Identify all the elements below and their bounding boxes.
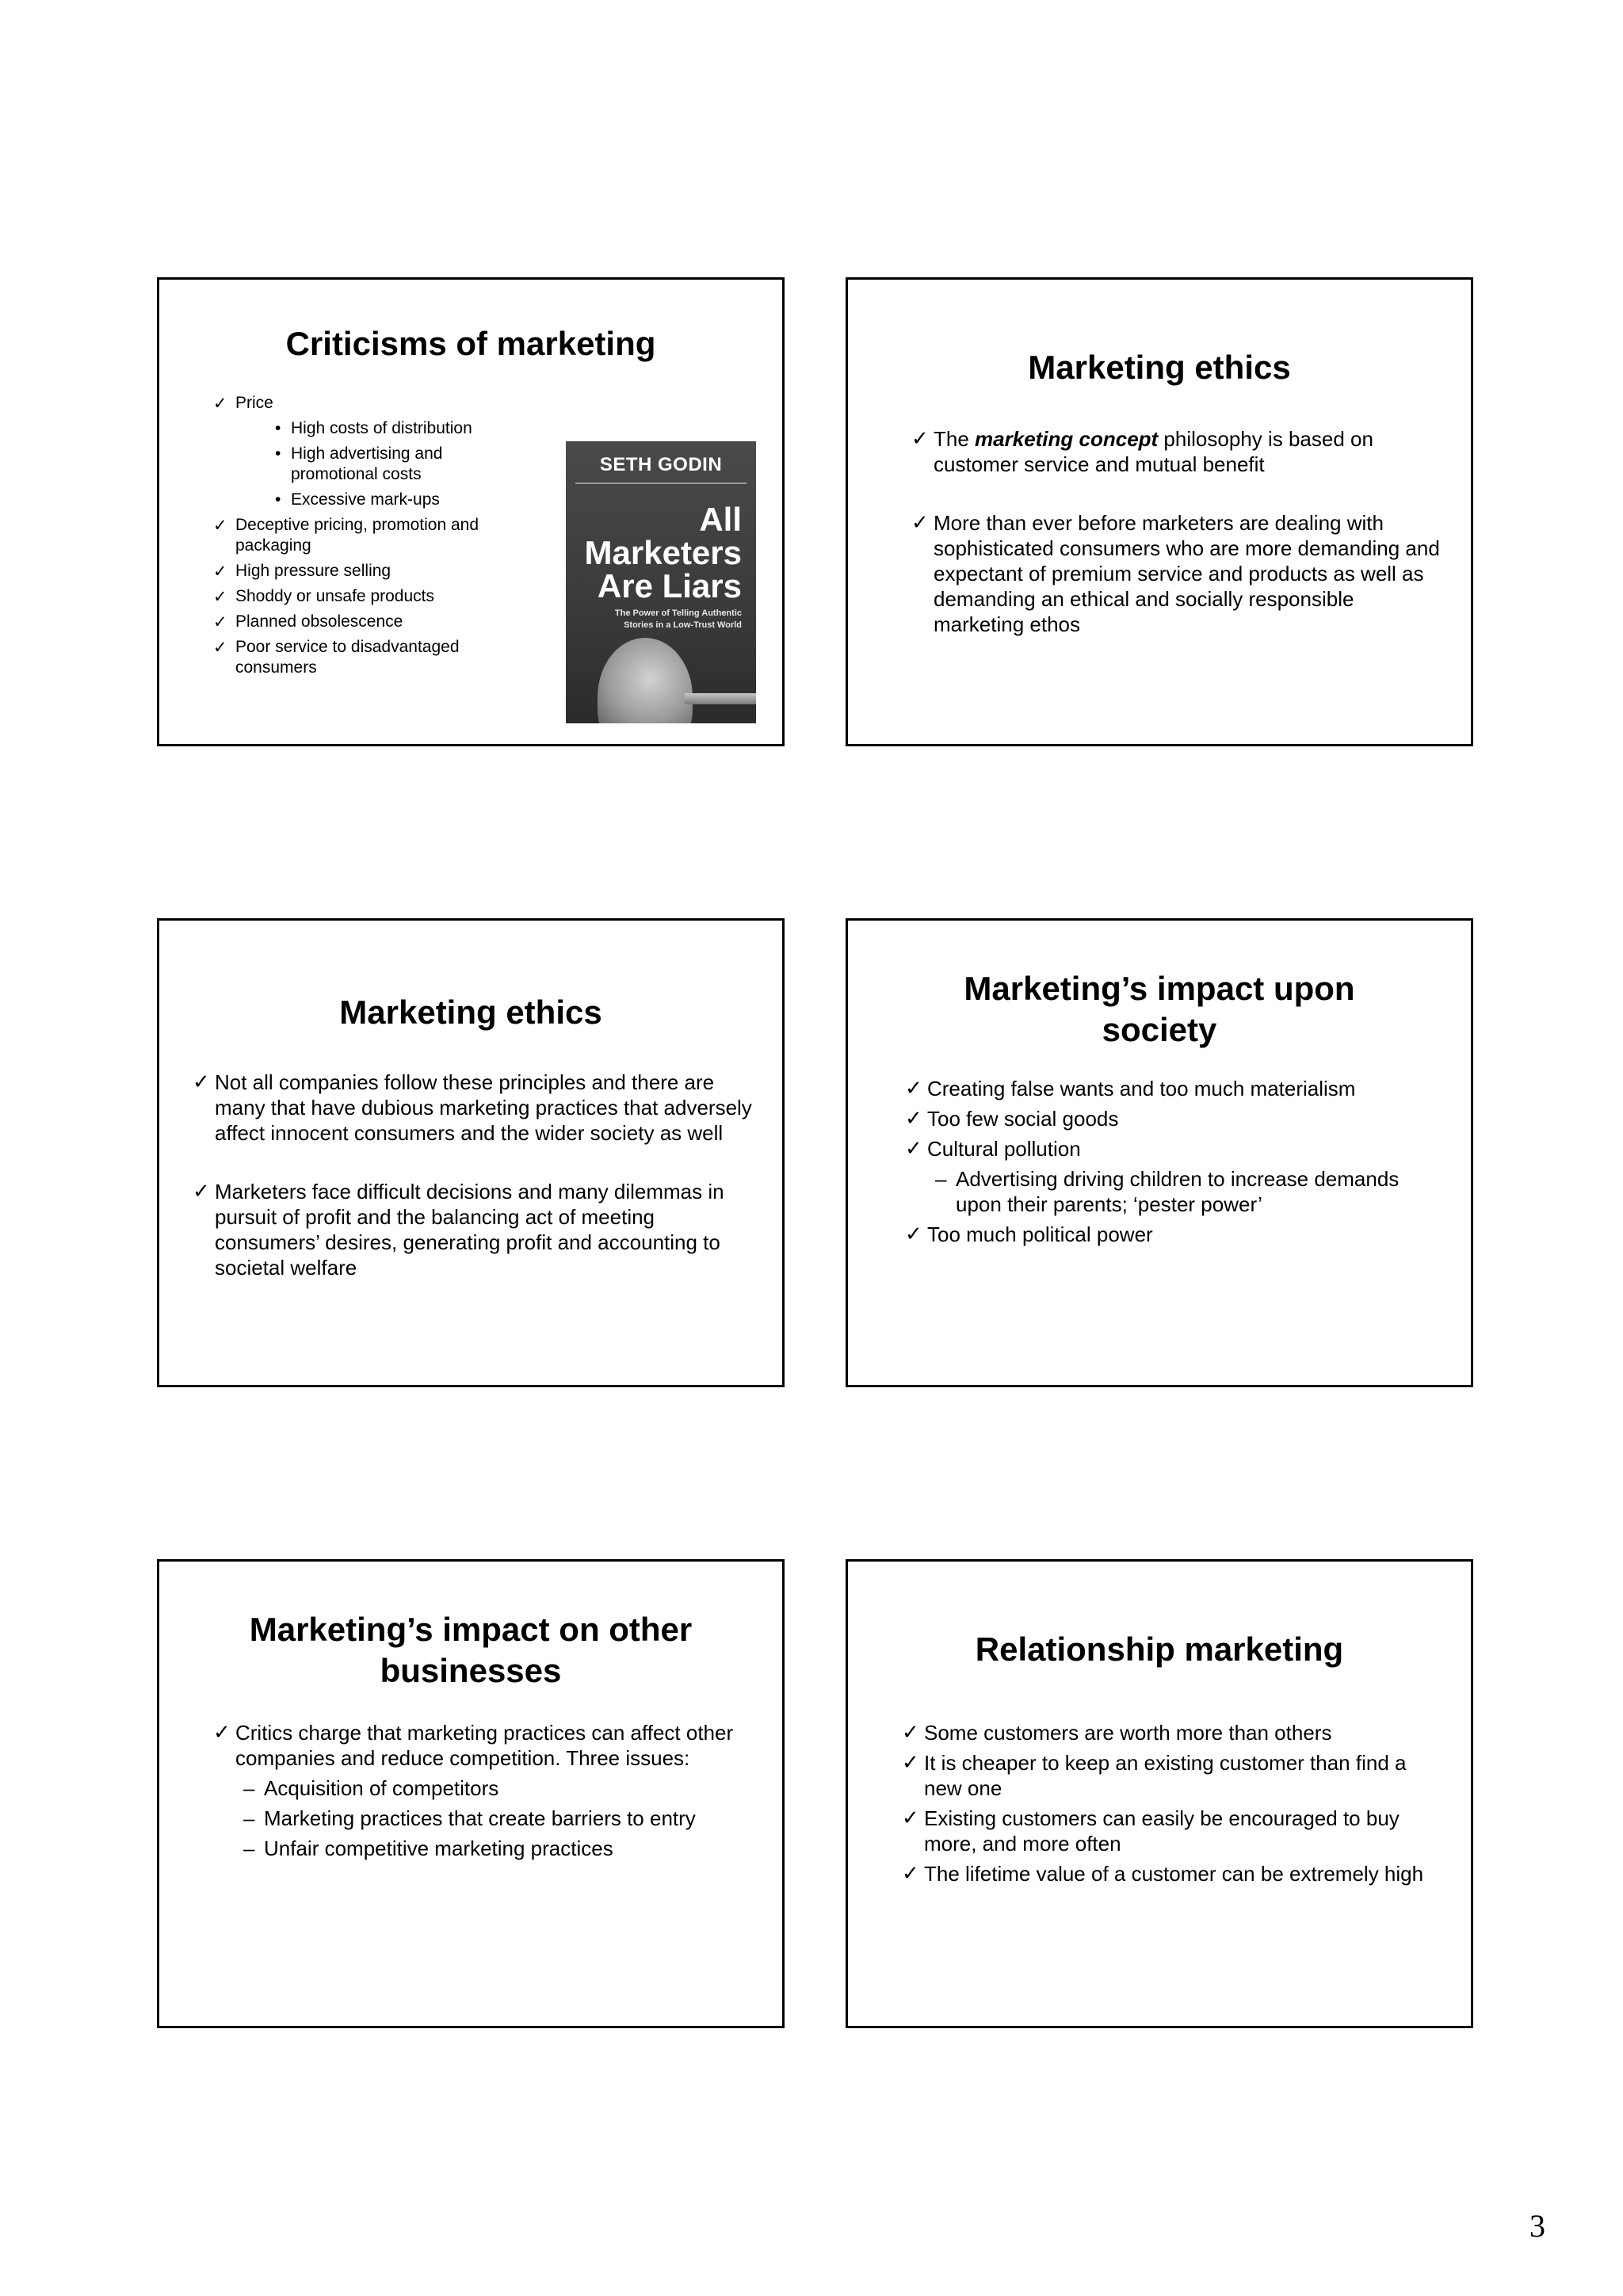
list-item: ✓ Shoddy or unsafe products — [235, 586, 552, 607]
list-item: ✓ High pressure selling — [235, 561, 552, 582]
list-item: ✓ Not all companies follow these principles and there are many that have dubious marketing practices that adversely affect innocent consumers and the wider society as well — [215, 1070, 754, 1146]
slide-impact-on-other-businesses — [157, 1559, 785, 2028]
book-divider — [575, 482, 747, 484]
emphasized-term: marketing concept — [975, 427, 1159, 451]
list-item — [934, 426, 1441, 477]
book-author: SETH GODIN — [599, 454, 723, 475]
list-subitem: – Advertising driving children to increase demands upon their parents; ‘pester power’ — [956, 1166, 1450, 1217]
book-cover-image — [566, 441, 756, 723]
slide-bullet-list — [235, 393, 552, 683]
list-subitem: – Unfair competitive marketing practices — [264, 1836, 743, 1861]
book-cover-nose — [685, 693, 756, 704]
list-subitem: – Acquisition of competitors — [264, 1775, 743, 1801]
book-title-line: Are Liars — [597, 567, 742, 605]
list-subitem: – Marketing practices that create barriers to entry — [264, 1806, 743, 1831]
slide-impact-upon-society — [846, 918, 1473, 1387]
book-title-line: Marketers — [584, 534, 742, 571]
list-subitem: • High advertising and promotional costs — [291, 444, 473, 485]
slide-title — [159, 1609, 782, 1691]
list-item: ✓ Existing customers can easily be encouraged to buy more, and more often — [924, 1806, 1447, 1856]
slide-title — [848, 968, 1471, 1051]
list-item: ✓ Deceptive pricing, promotion and packaging — [235, 515, 521, 556]
list-item: ✓ Too much political power — [927, 1222, 1450, 1247]
list-item: ✓ Critics charge that marketing practices can affect other companies and reduce competition. Three issues: — [235, 1720, 743, 1771]
list-subitem: • Excessive mark-ups — [291, 490, 552, 510]
list-item: ✓ Marketers face difficult decisions and many dilemmas in pursuit of profit and the balancing act of meeting consumers’ desires, generating profit and accounting to societal welfare — [215, 1179, 754, 1280]
page-number: 3 — [1529, 2208, 1545, 2244]
list-item: ✓ Planned obsolescence — [235, 612, 552, 632]
slide-title: Marketing ethics — [339, 994, 602, 1031]
title-line: society — [1102, 1011, 1217, 1048]
book-subtitle: The Power of Telling Authentic Stories in a Low-Trust World — [614, 608, 742, 630]
text-run: philosophy is based on customer service and mutual benefit — [934, 427, 1373, 476]
list-item: ✓ More than ever before marketers are dealing with sophisticated consumers who are more demanding and expectant of premium service and products as well as demanding an ethical and socially responsible marketing ethos — [934, 510, 1441, 637]
slide-marketing-ethics-2 — [157, 918, 785, 1387]
slide-criticisms-of-marketing — [157, 277, 785, 746]
slide-marketing-ethics-1 — [846, 277, 1473, 746]
list-item: ✓ Some customers are worth more than others — [924, 1720, 1447, 1745]
slide-bullet-list — [934, 426, 1441, 670]
slide-bullet-list — [924, 1720, 1447, 1891]
list-item: ✓ It is cheaper to keep an existing customer than find a new one — [924, 1750, 1447, 1801]
slide-relationship-marketing — [846, 1559, 1473, 2028]
title-line: Marketing’s impact on other — [249, 1611, 693, 1648]
text-run: The — [934, 427, 976, 451]
book-title — [575, 503, 742, 603]
book-title-line: All — [699, 501, 742, 538]
list-item: ✓ Price — [235, 393, 552, 414]
list-item: ✓ Creating false wants and too much materialism — [927, 1076, 1450, 1101]
slide-bullet-list — [927, 1076, 1450, 1252]
list-item: ✓ The lifetime value of a customer can be extremely high — [924, 1861, 1447, 1886]
list-item: ✓ Poor service to disadvantaged consumers — [235, 637, 505, 678]
slide-title: Marketing ethics — [1028, 349, 1291, 386]
book-cover-portrait — [598, 638, 693, 723]
slide-bullet-list — [235, 1720, 743, 1866]
title-line: Marketing’s impact upon — [964, 970, 1355, 1007]
list-subitem: • High costs of distribution — [291, 418, 552, 439]
title-line: businesses — [380, 1652, 562, 1689]
slide-title: Criticisms of marketing — [285, 325, 656, 362]
list-item: ✓ Cultural pollution — [927, 1136, 1450, 1161]
list-item: ✓ Too few social goods — [927, 1106, 1450, 1131]
slide-bullet-list — [215, 1070, 754, 1314]
slide-title: Relationship marketing — [975, 1630, 1344, 1668]
